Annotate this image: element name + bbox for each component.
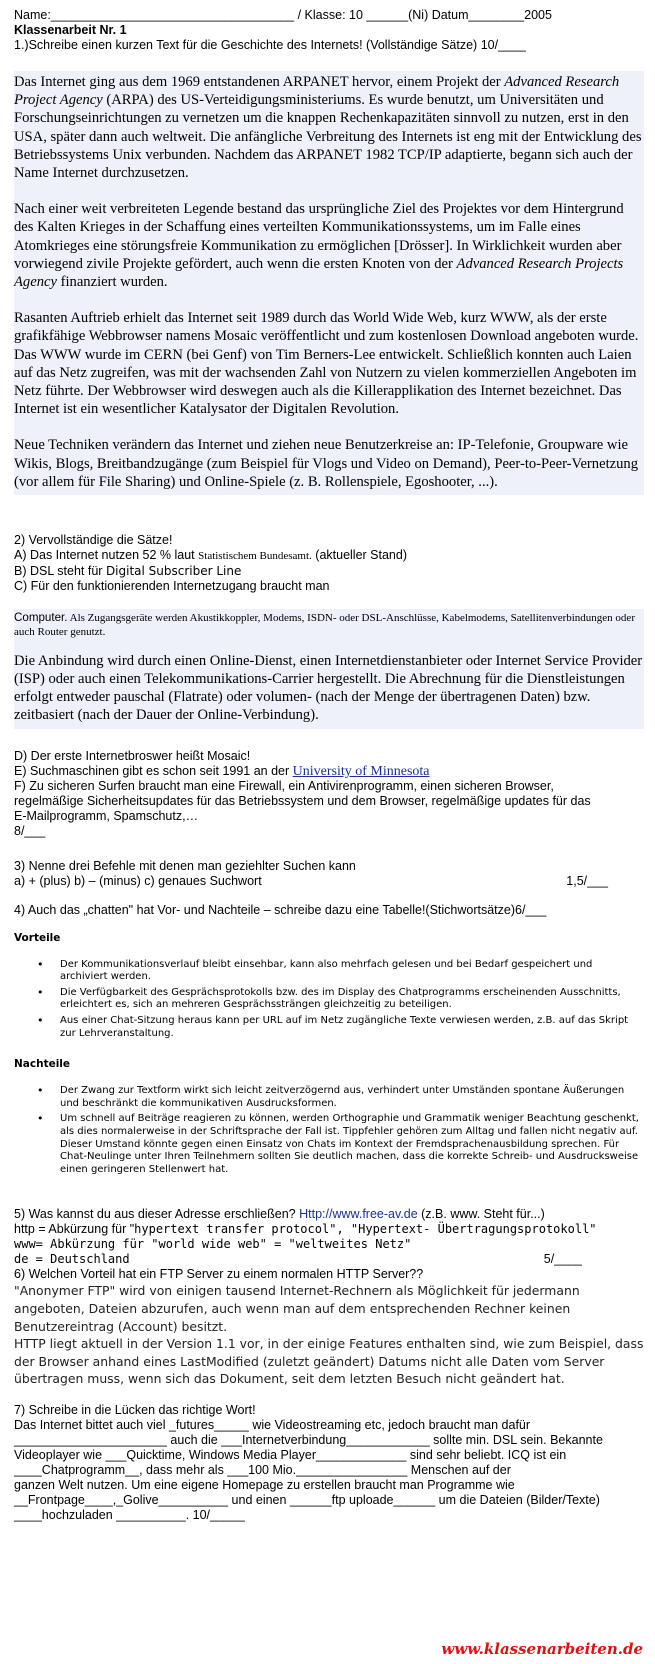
task2-f-line1: F) Zu sicheren Surfen braucht man eine Firewall, ein Antivirenprogramm, einen sicheren Browser, — [14, 778, 554, 793]
cloze-line: ganzen Welt nutzen. Um eine eigene Homepage zu erstellen braucht man Programme wie — [14, 1477, 515, 1492]
task2-prompt: 2) Vervollständige die Sätze! — [14, 533, 173, 548]
task2-f-line2: regelmäßige Sicherheitsupdates für das Betriebssystem und dem Browser, regelmäßige updates für das — [14, 793, 591, 808]
history-paragraph-1: Das Internet ging aus dem 1969 entstandenen ARPANET hervor, einem Projekt der Advanced Research Project Agency (ARPA) des US-Verteidigungsministeriums. Es wurde benutzt, um Universitäten und Forschungseinrichtungen zu vernetzen um die knappen Rechenkapazitäten sinnvoll zu nutzen, erst in den USA, später dann auch weltweit. Die anfängliche Verbreitung des Internets ist eng mit der Entwicklung des Betriebssystems Unix verbunden. Nachdem das ARPANET 1982 TCP/IP adaptierte, begann sich auch der Name Internet durchzusetzen. — [14, 74, 642, 182]
task2-score: 8/___ — [14, 823, 46, 838]
task6-ftp-paragraph: "Anonymer FTP" wird von einigen tausend Internet-Rechnern als Möglichkeit für jedermann angeboten, Dateien abzurufen, auch wenn man auf dem entsprechenden Rechner keinen Benutzereintrag (Account) besitzt. — [14, 1283, 580, 1334]
pro-item: • Die Verfügbarkeit des Gesprächsprotokolls bzw. des im Display des Chatprogramms erscheinenden Ausschnitts, erleichtert es, sich an mehreren Gesprächssträngen gleichzeitig zu beteiligen. — [60, 987, 644, 1012]
task5-score: 5/____ — [543, 1252, 582, 1267]
task4-prompt: 4) Auch das „chatten" hat Vor- und Nachteile – schreibe dazu eine Tabelle!(Stichwortsätze)6/___ — [14, 902, 547, 917]
task7-prompt: 7) Schreibe in die Lücken das richtige Wort! — [14, 1402, 256, 1417]
free-av-url: Http://www.free-av.de — [299, 1207, 418, 1222]
history-paragraph-3: Rasanten Auftrieb erhielt das Internet seit 1989 durch das World Wide Web, kurz WWW, als der erste grafikfähige Webbrowser namens Mosaic veröffentlicht und zum kostenlosen Download angeboten wurde. Das WWW wurde im CERN (bei Genf) von Tim Berners-Lee entwickelt. Schließlich konnten auch Laien auf das Netz zugreifen, was mit der wachsenden Zahl von Nutzern zu vielen kommerziellen Angeboten im Netz führte. Der Webbrowser wird deswegen auch als die Killerapplikation des Internet bezeichnet. Das Internet ist ein wesentlicher Katalysator der Digitalen Revolution. — [14, 310, 639, 418]
task2-b: B) DSL steht für Digital Subscriber Line — [14, 564, 242, 579]
task7-cloze-text — [14, 1418, 644, 1523]
task5-prompt: 5) Was kannst du aus dieser Adresse erschließen? Http://www.free-av.de (z.B. www. Steht für...) — [14, 1207, 545, 1222]
task5-http: http = Abkürzung für "hypertext transfer protocol", "Hypertext- Übertragungsprotokoll" — [14, 1222, 597, 1237]
pros-list — [14, 959, 644, 1041]
task2-e: E) Suchmaschinen gibt es schon seit 1991 an der University of Minnesota — [14, 763, 430, 779]
task2-c-answer-provider: Die Anbindung wird durch einen Online-Dienst, einen Internetdienstanbieter oder Internet Service Provider (ISP) oder auch einen Telekommunikations-Carrier hergestellt. Die Abrechnung für die Dienstleistungen erfolgt entweder pauschal (Flatrate) oder volumen- (nach der Menge der übertragenen Daten) bzw. zeitbasiert (nach der Dauer der Online-Verbindung). — [14, 652, 643, 724]
pro-item: • Aus einer Chat-Sitzung heraus kann per URL auf im Netz zugängliche Texte verwiesen werden, z.B. auf das Skript zur Lehrveranstaltung. — [60, 1015, 644, 1040]
worksheet — [14, 8, 644, 1523]
con-item: • Um schnell auf Beiträge reagieren zu können, werden Orthographie und Grammatik weniger Beachtung geschenkt, als dies normalerweise in der Schriftsprache der Fall ist. Tippfehler gehören zum Alltag und fallen nicht negativ auf. Dieser Umstand könnte gegen einen Einsatz von Chats im Kontext der Fremdsprachenausbildung sprechen. Für Chat-Neulinge unter Ihren Teilnehmern sollten Sie deutlich machen, dass die korrekte Schreib- und Ausdrucksweise einen geringeren Stellenwert hat. — [60, 1113, 644, 1176]
task2-c: C) Für den funktionierenden Internetzugang braucht man — [14, 579, 330, 594]
cloze-line: __Frontpage____,_Golive__________ und einen ______ftp uploade______ um die Dateien (Bilder/Texte) — [14, 1492, 600, 1507]
history-paragraph-4: Neue Techniken verändern das Internet und ziehen neue Benutzerkreise an: IP-Telefonie, Groupware wie Wikis, Blogs, Breitbandzugänge (zum Beispiel für Vlogs und Video on Demand), Peer-to-Peer-Vernetzung (vor allem für File Sharing) und Online-Spiele (z. B. Rollenspiele, Egoshooter, ...). — [14, 437, 638, 490]
cloze-line: Videoplayer wie ___Quicktime, Windows Media Player_____________ sind sehr beliebt. ICQ ist ein — [14, 1447, 567, 1462]
cloze-line: ______________________ auch die ___Internetverbindung____________ sollte min. DSL sein. Bekannte — [14, 1432, 603, 1447]
cons-list — [14, 1085, 644, 1176]
cloze-line: Das Internet bittet auch viel _futures_____ wie Videostreaming etc, jedoch braucht man dafür — [14, 1417, 531, 1432]
task3-answer: a) + (plus) b) – (minus) c) genaues Suchwort — [14, 873, 262, 888]
history-answer — [14, 71, 644, 495]
cloze-line: ____Chatprogramm__, dass mehr als ___100 Mio.________________ Menschen auf der — [14, 1462, 511, 1477]
watermark: www.klassenarbeiten.de — [441, 1640, 643, 1658]
pros-heading: Vorteile — [14, 931, 61, 944]
task6-http-paragraph: HTTP liegt aktuell in der Version 1.1 vor, in der einige Features enthalten sind, wie zum Beispiel, dass der Browser anhand eines LastModified (zuletzt geändert) Datums nicht alle Daten vom Server übertragen muss, wenn sich das Dokument, seit dem letzten Besuch nicht geändert hat. — [14, 1336, 644, 1387]
task2-c-answer: Computer. Als Zugangsgeräte werden Akustikkoppler, Modems, ISDN- oder DSL-Anschlüsse, Kabelmodems, Satellitenverbindungen oder auch Router genutzt. Die Anbindung wird durch einen Online-Dienst, einen Internetdienstanbieter oder Internet Service Provider (ISP) oder auch einen Telekommunikations-Carrier hergestellt. Die Abrechnung für die Dienstleistungen erfolgt entweder pauschal (Flatrate) oder volumen- (nach der Menge der übertragenen Daten) bzw. zeitbasiert (nach der Dauer der Online-Verbindung). — [14, 609, 644, 729]
task3-prompt: 3) Nenne drei Befehle mit denen man geziehlter Suchen kann — [14, 858, 356, 873]
cons-heading: Nachteile — [14, 1058, 71, 1071]
cloze-line: ____hochzuladen __________. 10/_____ — [14, 1507, 245, 1522]
task5-de: de = Deutschland — [14, 1252, 130, 1267]
con-item: • Der Zwang zur Textform wirkt sich leicht zeitverzögernd aus, verhindert unter Umständen spontane Äußerungen und beschränkt die kommunikativen Ausdrucksformen. — [60, 1085, 644, 1110]
task6-prompt: 6) Welchen Vorteil hat ein FTP Server zu einem normalen HTTP Server?? — [14, 1267, 424, 1282]
task2-a: A) Das Internet nutzen 52 % laut Statistischem Bundesamt. (aktueller Stand) — [14, 548, 407, 563]
university-of-minnesota-link[interactable]: University of Minnesota — [292, 763, 430, 779]
task3-answer-row — [14, 874, 644, 889]
task2-d: D) Der erste Internetbroswer heißt Mosaic! — [14, 748, 251, 763]
task6-answer — [14, 1282, 644, 1388]
task5-www: www= Abkürzung für "world wide web" = "weltweites Netz" — [14, 1237, 412, 1252]
pro-item: • Der Kommunikationsverlauf bleibt einsehbar, kann also mehrfach gelesen und bei Bedarf gespeichert und archiviert werden. — [60, 959, 644, 984]
task3-score: 1,5/___ — [566, 873, 608, 888]
name-class-date-line: Name:___________________________________ / Klasse: 10 ______(Ni) Datum________2005 — [14, 8, 552, 22]
task5-de-row — [14, 1252, 644, 1267]
exam-title: Klassenarbeit Nr. 1 — [14, 23, 127, 37]
task1-prompt: 1.)Schreibe einen kurzen Text für die Geschichte des Internets! (Vollständige Sätze) 10/____ — [14, 38, 526, 52]
task2-f-line3: E-Mailprogramm, Spamschutz,… — [14, 808, 199, 823]
history-paragraph-2: Nach einer weit verbreiteten Legende bestand das ursprüngliche Ziel des Projektes vor dem Hintergrund des Kalten Krieges in der Schaffung eines verteilten Kommunikationssystems, um im Falle eines Atomkrieges eine störungsfreie Kommunikation zu ermöglichen [Drösser]. In Wirklichkeit wurden aber vorwiegend zivile Projekte gefördert, auch wenn die ersten Knoten von der Advanced Research Projects Agency finanziert wurden. — [14, 201, 624, 291]
